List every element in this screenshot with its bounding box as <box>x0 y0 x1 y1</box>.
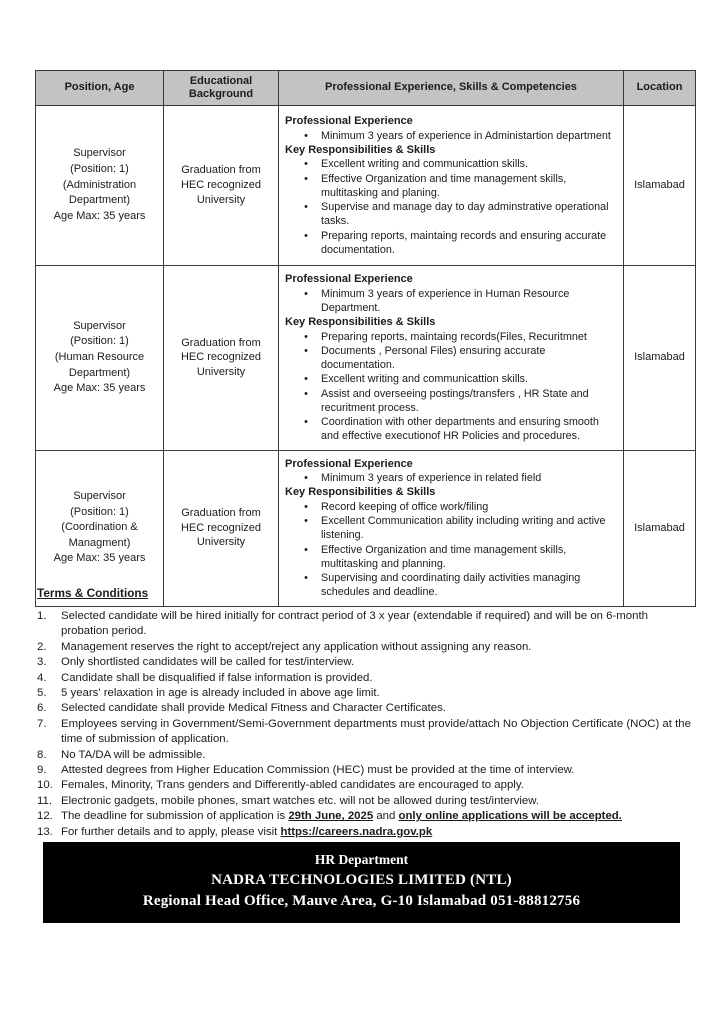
bullet-item <box>285 229 619 258</box>
job-table <box>35 70 696 607</box>
bullet-item <box>285 287 619 316</box>
term-text: Management reserves the right to accept/reject any application without assigning any reason. <box>61 640 532 653</box>
bullet-dot: • <box>304 330 308 343</box>
header-cell-location: Location <box>624 71 696 106</box>
term-text: Candidate shall be disqualified if false information is provided. <box>61 671 373 684</box>
position-line: Department) <box>68 366 131 379</box>
bullet-item <box>285 157 619 171</box>
bullet-text: Supervising and coordinating daily activities managing schedules and deadline. <box>321 572 581 599</box>
bullet-dot: • <box>304 229 308 242</box>
bullet-text: Effective Organization and time management skills, multitasking and planning. <box>321 543 567 570</box>
education-cell: Graduation from HEC recognized University <box>164 450 279 606</box>
bullet-item <box>285 129 619 143</box>
bullet-dot: • <box>304 287 308 300</box>
term-item <box>37 794 693 809</box>
bullet-text: Minimum 3 years of experience in related field <box>321 472 542 485</box>
job-row-administration <box>36 106 696 266</box>
term-item <box>37 686 693 701</box>
term-text: Electronic gadgets, mobile phones, smart watches etc. will not be allowed during test/interview. <box>61 794 540 807</box>
term-number: 10. <box>37 779 53 792</box>
term-text: Only shortlisted candidates will be called for test/interview. <box>61 656 355 669</box>
bullet-item <box>285 514 619 543</box>
term-number: 8. <box>37 748 47 761</box>
position-line: Department) <box>68 194 131 207</box>
experience-heading: Professional Experience <box>285 273 413 285</box>
term-item <box>37 640 693 655</box>
position-line: Age Max: 35 years <box>53 382 146 395</box>
term-item-deadline <box>37 809 693 824</box>
position-line: (Position: 1) <box>70 335 129 348</box>
footer-address: Regional Head Office, Mauve Area, G-10 Islamabad 051-88812756 <box>142 893 581 910</box>
term-text: No TA/DA will be admissible. <box>61 748 206 761</box>
term-item-apply-link <box>37 825 693 840</box>
bullet-dot: • <box>304 344 308 357</box>
position-line: (Position: 1) <box>70 163 129 176</box>
footer-company: NADRA TECHNOLOGIES LIMITED (NTL) <box>211 871 512 888</box>
position-line: (Coordination & <box>61 521 138 534</box>
term-number: 7. <box>37 717 47 730</box>
bullet-item <box>285 330 619 344</box>
bullet-text: Excellent Communication ability including writing and active listening. <box>321 515 606 542</box>
position-cell <box>36 450 164 606</box>
experience-cell <box>279 266 624 451</box>
bullet-dot: • <box>304 416 308 429</box>
location-cell: Islamabad <box>624 106 696 266</box>
bullet-dot: • <box>304 472 308 485</box>
term-text <box>61 809 693 824</box>
term-text: Females, Minority, Trans genders and Differently-abled candidates are encouraged to apply. <box>61 779 524 792</box>
online-applications-note: only online applications will be accepted. <box>398 810 622 823</box>
term-text: Employees serving in Government/Semi-Government departments must provide/attach No Objection Certificate (NOC) at the time of submission of application. <box>61 717 691 746</box>
term-number: 6. <box>37 702 47 715</box>
location-cell: Islamabad <box>624 450 696 606</box>
term-text <box>61 825 693 840</box>
bullet-item <box>285 344 619 373</box>
bullet-item <box>285 543 619 572</box>
term-item <box>37 763 693 778</box>
bullet-dot: • <box>304 201 308 214</box>
skills-heading: Key Responsibilities & Skills <box>285 486 436 499</box>
term-item <box>37 748 693 763</box>
experience-cell <box>279 106 624 266</box>
terms-section <box>37 586 693 840</box>
position-line: (Position: 1) <box>70 505 129 518</box>
term-item <box>37 609 693 640</box>
footer-department: HR Department <box>314 852 409 867</box>
position-line: (Human Resource <box>54 350 145 363</box>
header-cell-education: Educational Background <box>164 71 279 106</box>
bullet-item <box>285 471 619 485</box>
bullet-text: Excellent writing and communicattion skills. <box>321 158 529 171</box>
bullet-dot: • <box>304 129 308 142</box>
bullet-dot: • <box>304 373 308 386</box>
bullet-text: Record keeping of office work/filing <box>321 500 489 513</box>
deadline-middle: and <box>373 810 399 823</box>
term-text: Selected candidate will be hired initially for contract period of 3 x year (extendable if required) and will be on 6-month probation period. <box>61 610 648 638</box>
skills-heading: Key Responsibilities & Skills <box>285 143 436 156</box>
term-item <box>37 717 693 748</box>
experience-heading: Professional Experience <box>285 457 413 470</box>
term-number: 13. <box>37 825 53 838</box>
skills-heading: Key Responsibilities & Skills <box>285 316 436 329</box>
bullet-dot: • <box>304 572 308 585</box>
bullet-item <box>285 372 619 386</box>
term-text: Selected candidate shall provide Medical Fitness and Character Certificates. <box>61 702 446 715</box>
job-row-coordination <box>36 450 696 606</box>
job-row-human-resource <box>36 266 696 451</box>
table-header-row <box>36 71 696 106</box>
terms-heading: Terms & Conditions <box>37 586 149 600</box>
term-item <box>37 655 693 670</box>
term-number: 2. <box>37 640 47 653</box>
bullet-text: Minimum 3 years of experience in Administartion department <box>321 129 611 142</box>
position-line: Age Max: 35 years <box>53 209 146 222</box>
bullet-dot: • <box>304 500 308 513</box>
bullet-text: Excellent writing and communicattion skills. <box>321 373 529 386</box>
education-cell: Graduation from HEC recognized University <box>164 266 279 451</box>
term-item <box>37 701 693 716</box>
position-line: (Administration <box>62 178 137 191</box>
term-number: 9. <box>37 764 47 777</box>
bullet-text: Assist and overseeing postings/transfers , HR State and recuritment process. <box>321 387 589 414</box>
bullet-dot: • <box>304 515 308 528</box>
term-number: 11. <box>37 794 52 807</box>
position-line: Supervisor <box>73 490 126 503</box>
deadline-prefix: The deadline for submission of application is <box>61 810 289 823</box>
position-cell <box>36 106 164 266</box>
footer-banner <box>43 842 680 923</box>
term-item <box>37 671 693 686</box>
header-cell-experience: Professional Experience, Skills & Competencies <box>279 71 624 106</box>
terms-list <box>37 609 693 840</box>
bullet-text: Supervise and manage day to day adminstrative operational tasks. <box>321 201 609 228</box>
position-line: Age Max: 35 years <box>53 552 146 565</box>
term-number: 3. <box>37 656 47 669</box>
term-number: 1. <box>37 610 47 622</box>
bullet-text: Minimum 3 years of experience in Human Resource Department. <box>321 287 570 314</box>
term-number: 12. <box>37 810 53 823</box>
bullet-text: Effective Organization and time management skills, multitasking and planing. <box>321 172 567 199</box>
bullet-dot: • <box>304 158 308 171</box>
bullet-item <box>285 172 619 201</box>
experience-cell <box>279 450 624 606</box>
term-text: Attested degrees from Higher Education Commission (HEC) must be provided at the time of interview. <box>61 764 575 777</box>
bullet-item <box>285 415 619 444</box>
bullet-item <box>285 387 619 416</box>
apply-prefix: For further details and to apply, please visit <box>61 825 281 838</box>
term-text: 5 years' relaxation in age is already included in above age limit. <box>61 687 380 700</box>
careers-url-link[interactable]: https://careers.nadra.gov.pk <box>280 825 433 838</box>
position-line: Managment) <box>68 536 131 549</box>
term-item <box>37 778 693 793</box>
term-number: 4. <box>37 671 47 684</box>
bullet-item <box>285 200 619 229</box>
bullet-text: Documents , Personal Files) ensuring accurate documentation. <box>321 344 546 372</box>
bullet-text: Preparing reports, maintaing records and ensuring accurate documentation. <box>321 229 607 256</box>
deadline-date: 29th June, 2025 <box>288 810 374 823</box>
location-cell: Islamabad <box>624 266 696 451</box>
position-cell <box>36 266 164 451</box>
bullet-text: Preparing reports, maintaing records(Files, Recuritmnet <box>321 330 587 343</box>
bullet-item <box>285 500 619 514</box>
experience-heading: Professional Experience <box>285 114 413 127</box>
header-cell-position-age: Position, Age <box>36 71 164 106</box>
position-line: Supervisor <box>73 147 126 160</box>
term-number: 5. <box>37 687 47 700</box>
bullet-dot: • <box>304 543 308 556</box>
bullet-dot: • <box>304 172 308 185</box>
bullet-text: Coordination with other departments and ensuring smooth and effective executionof HR Policies and procedures. <box>321 416 599 443</box>
education-cell: Graduation from HEC recognized University <box>164 106 279 266</box>
bullet-dot: • <box>304 387 308 400</box>
position-line: Supervisor <box>73 319 126 332</box>
